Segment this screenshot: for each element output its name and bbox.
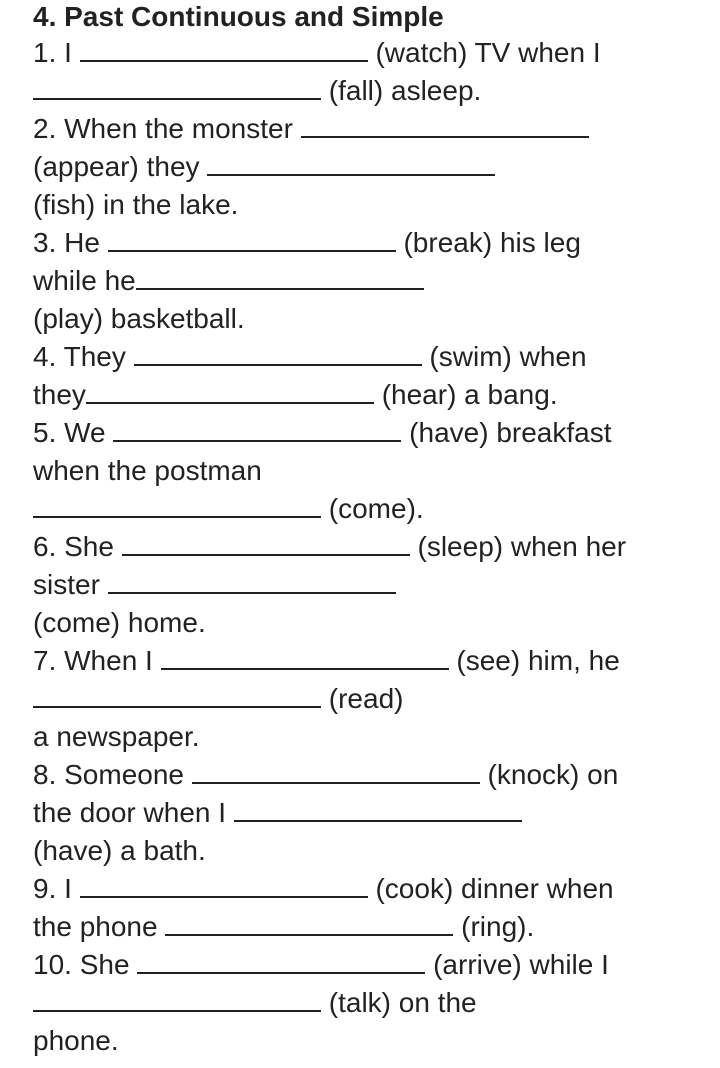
exercise-line — [33, 72, 713, 110]
answer-blank[interactable] — [192, 758, 480, 784]
line-text: 1. I — [33, 37, 80, 68]
exercise-line — [33, 528, 713, 566]
exercise-line — [33, 224, 713, 262]
line-text: they — [33, 379, 86, 410]
exercise-line — [33, 186, 713, 224]
line-text: 10. She — [33, 949, 138, 980]
answer-blank[interactable] — [207, 150, 495, 176]
answer-blank[interactable] — [80, 36, 368, 62]
line-text: (watch) TV when I — [367, 37, 601, 68]
line-text: phone. — [33, 1025, 119, 1056]
line-text: (hear) a bang. — [373, 379, 558, 410]
line-text: 7. When I — [33, 645, 161, 676]
exercise-line — [33, 338, 713, 376]
answer-blank[interactable] — [136, 264, 424, 290]
answer-blank[interactable] — [134, 340, 422, 366]
answer-blank[interactable] — [122, 530, 410, 556]
exercise-line — [33, 148, 713, 186]
exercise-line — [33, 1022, 713, 1060]
line-text: (ring). — [453, 911, 535, 942]
answer-blank[interactable] — [301, 112, 589, 138]
answer-blank[interactable] — [86, 378, 374, 404]
worksheet-title: 4. Past Continuous and Simple — [33, 1, 444, 32]
exercise-line — [33, 110, 713, 148]
line-text: when the postman — [33, 455, 262, 486]
line-text: 9. I — [33, 873, 80, 904]
exercise-line — [33, 870, 713, 908]
line-text: (have) a bath. — [33, 835, 206, 866]
answer-blank[interactable] — [161, 644, 449, 670]
line-text: 3. He — [33, 227, 108, 258]
answer-blank[interactable] — [33, 986, 321, 1012]
answer-blank[interactable] — [165, 910, 453, 936]
line-text: (appear) they — [33, 151, 208, 182]
exercise-line — [33, 490, 713, 528]
line-text: sister — [33, 569, 108, 600]
exercise-line — [33, 566, 713, 604]
line-text: (come). — [321, 493, 424, 524]
exercise-line — [33, 794, 713, 832]
exercise-line — [33, 718, 713, 756]
line-text: (fall) asleep. — [321, 75, 482, 106]
exercise-line — [33, 262, 713, 300]
line-text: (see) him, he — [448, 645, 620, 676]
exercise-line — [33, 946, 713, 984]
line-text: (sleep) when her — [409, 531, 627, 562]
line-text: 4. They — [33, 341, 134, 372]
answer-blank[interactable] — [33, 682, 321, 708]
exercise-line — [33, 908, 713, 946]
answer-blank[interactable] — [33, 74, 321, 100]
answer-blank[interactable] — [113, 416, 401, 442]
answer-blank[interactable] — [33, 492, 321, 518]
exercise-line — [33, 376, 713, 414]
answer-blank[interactable] — [80, 872, 368, 898]
exercise-line — [33, 984, 713, 1022]
exercise-line — [33, 34, 713, 72]
exercise-line — [33, 414, 713, 452]
line-text: a newspaper. — [33, 721, 200, 752]
line-text: the door when I — [33, 797, 234, 828]
line-text: while he — [33, 265, 136, 296]
line-text: 5. We — [33, 417, 114, 448]
line-text: (swim) when — [421, 341, 587, 372]
line-text: (arrive) while I — [425, 949, 609, 980]
worksheet — [33, 0, 713, 1060]
line-text: (fish) in the lake. — [33, 189, 239, 220]
exercise-line — [33, 642, 713, 680]
exercise-line — [33, 452, 713, 490]
line-text: (knock) on — [479, 759, 619, 790]
line-text: the phone — [33, 911, 166, 942]
exercise-line — [33, 300, 713, 338]
line-text: (break) his leg — [395, 227, 581, 258]
exercise-line — [33, 832, 713, 870]
line-text: 2. When the monster — [33, 113, 301, 144]
line-text: (have) breakfast — [401, 417, 612, 448]
line-text: 6. She — [33, 531, 122, 562]
line-text: (come) home. — [33, 607, 206, 638]
answer-blank[interactable] — [137, 948, 425, 974]
line-text: (read) — [321, 683, 404, 714]
line-text: (play) basketball. — [33, 303, 245, 334]
answer-blank[interactable] — [108, 568, 396, 594]
line-text: 8. Someone — [33, 759, 192, 790]
exercise-line — [33, 604, 713, 642]
line-text: (talk) on the — [321, 987, 477, 1018]
exercise-lines — [33, 34, 713, 1060]
exercise-line — [33, 680, 713, 718]
exercise-line — [33, 756, 713, 794]
answer-blank[interactable] — [108, 226, 396, 252]
answer-blank[interactable] — [234, 796, 522, 822]
line-text: (cook) dinner when — [367, 873, 614, 904]
